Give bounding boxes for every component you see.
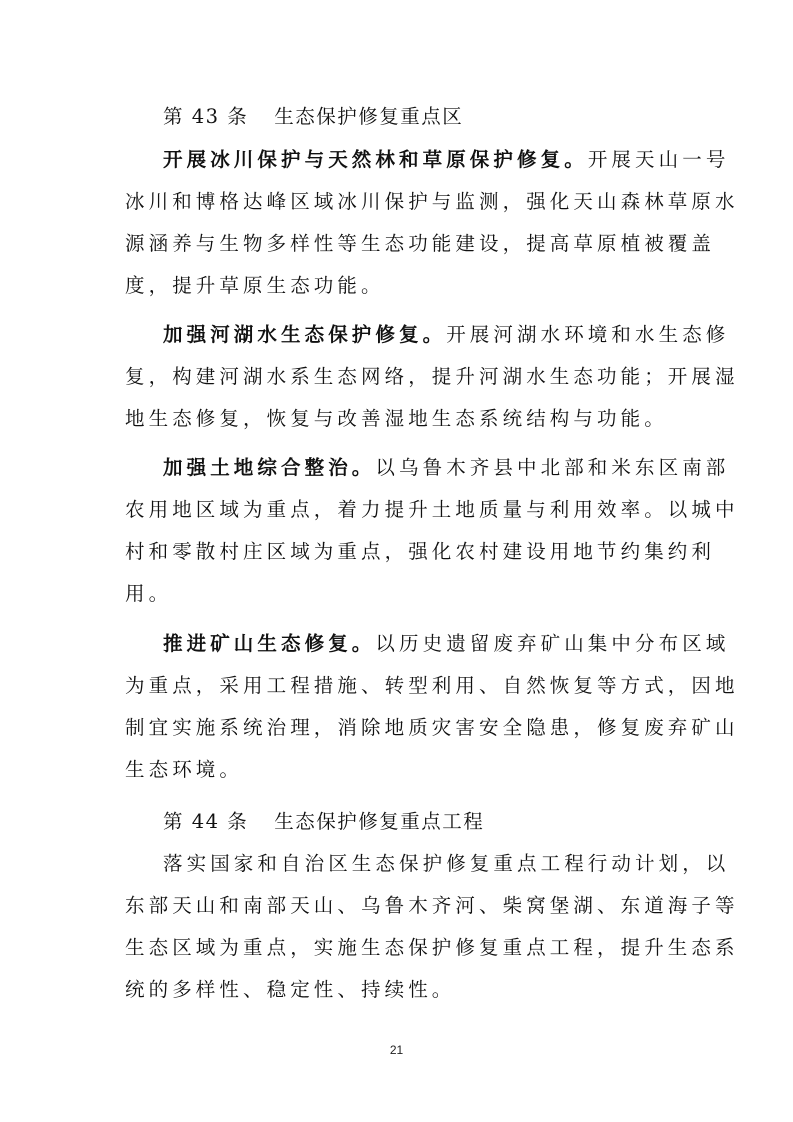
page-number: 21 — [389, 1043, 404, 1057]
article-44-number: 第 44 条 — [163, 810, 249, 833]
para-glacier-line-1: 开展冰川保护与天然林和草原保护修复。开展天山一号 — [163, 148, 730, 171]
para-land-line-1: 加强土地综合整治。以乌鲁木齐县中北部和米东区南部 — [163, 456, 730, 479]
article-43-title: 生态保护修复重点区 — [274, 105, 464, 128]
para-mine-line-3: 制宜实施系统治理，消除地质灾害安全隐患，修复废弃矿山 — [125, 716, 739, 739]
para-glacier-bold-lead: 开展冰川保护与天然林和草原保护修复。 — [163, 148, 588, 171]
para-water-bold-lead: 加强河湖水生态保护修复。 — [163, 323, 447, 346]
para-water-line-3: 地生态修复，恢复与改善湿地生态系统结构与功能。 — [125, 407, 668, 430]
para-land-line-3: 村和零散村庄区域为重点，强化农村建设用地节约集约利 — [125, 540, 716, 563]
para-glacier-line-3: 源涵养与生物多样性等生态功能建设，提高草原植被覆盖 — [125, 232, 716, 255]
para-glacier-line-4: 度，提升草原生态功能。 — [125, 274, 385, 297]
para-projects-line-3: 生态区域为重点，实施生态保护修复重点工程，提升生态系 — [125, 936, 739, 959]
para-glacier-line-2: 冰川和博格达峰区域冰川保护与监测，强化天山森林草原水 — [125, 190, 739, 213]
para-land-line-2: 农用地区域为重点，着力提升土地质量与利用效率。以城中 — [125, 498, 739, 521]
para-land-line-4: 用。 — [125, 582, 173, 605]
para-projects-line-4: 统的多样性、稳定性、持续性。 — [125, 978, 456, 1001]
article-43-number: 第 43 条 — [163, 105, 249, 128]
para-mine-line-1: 推进矿山生态修复。以历史遗留废弃矿山集中分布区域 — [163, 632, 730, 655]
para-mine-bold-lead: 推进矿山生态修复。 — [163, 632, 376, 655]
para-water-line-1: 加强河湖水生态保护修复。开展河湖水环境和水生态修 — [163, 323, 730, 346]
para-projects-line-2: 东部天山和南部天山、乌鲁木齐河、柴窝堡湖、东道海子等 — [125, 894, 739, 917]
article-44-heading — [163, 810, 484, 834]
para-projects-line-1: 落实国家和自治区生态保护修复重点工程行动计划，以 — [163, 852, 730, 875]
article-43-heading — [163, 105, 463, 129]
para-mine-line-2: 为重点，采用工程措施、转型利用、自然恢复等方式，因地 — [125, 674, 739, 697]
para-land-bold-lead: 加强土地综合整治。 — [163, 456, 376, 479]
para-mine-line-4: 生态环境。 — [125, 758, 244, 781]
article-44-title: 生态保护修复重点工程 — [274, 810, 485, 833]
para-water-line-2: 复，构建河湖水系生态网络，提升河湖水生态功能；开展湿 — [125, 365, 739, 388]
